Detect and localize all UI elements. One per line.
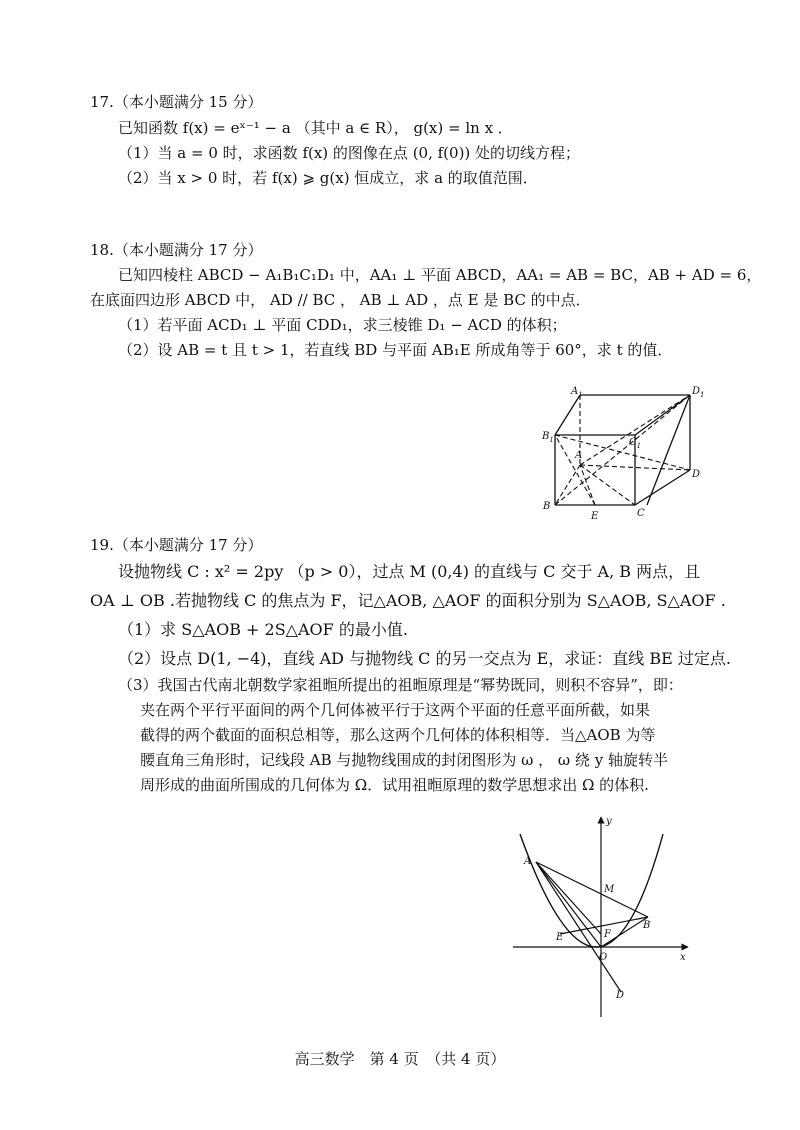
- axis-label-y: y: [606, 816, 612, 827]
- q19-part3-line5: 周形成的曲面所围成的几何体为 Ω．试用祖暅原理的数学思想求出 Ω 的体积.: [140, 776, 649, 794]
- label-A: A: [575, 450, 583, 461]
- q18-stem-line2: 在底面四边形 ABCD 中， AD // BC ， AB ⊥ AD ，点 E 是 BC 的中点．: [90, 291, 591, 309]
- label-B: B: [543, 501, 551, 512]
- q17-part2: （2）当 x > 0 时，若 f(x) ⩾ g(x) 恒成立，求 a 的取值范围．: [118, 169, 538, 187]
- q18-part2: （2）设 AB = t 且 t > 1，若直线 BD 与平面 AB₁E 所成角等于 60°，求 t 的值．: [118, 341, 673, 359]
- page-footer: 高三数学 第 4 页 （共 4 页）: [294, 1050, 506, 1068]
- q18-part1: （1）若平面 ACD₁ ⊥ 平面 CDD₁，求三棱锥 D₁ − ACD 的体积；: [118, 316, 567, 334]
- parabola-figure: [508, 812, 693, 1022]
- q19-part3-line3: 截得的两个截面的面积总相等，那么这两个几何体的体积相等．当△AOB 为等: [140, 726, 656, 744]
- q19-part2: （2）设点 D(1, −4)，直线 AD 与抛物线 C 的另一交点为 E，求证：直线 BE 过定点.: [118, 649, 731, 668]
- q19-stem-line1: 设抛物线 C : x² = 2py （p > 0），过点 M (0,4) 的直线与 C 交于 A, B 两点，且: [118, 562, 701, 581]
- point-label-A: A: [524, 856, 532, 867]
- point-label-D: D: [616, 990, 625, 1001]
- q19-part3-line4: 腰直角三角形时，记线段 AB 与抛物线围成的封闭图形为 ω ， ω 绕 y 轴旋转半: [140, 751, 668, 769]
- point-label-E: E: [556, 932, 564, 943]
- q18-stem-line1: 已知四棱柱 ABCD − A₁B₁C₁D₁ 中，AA₁ ⊥ 平面 ABCD，AA₁ = AB = BC，AB + AD = 6，: [118, 266, 762, 284]
- label-D: D: [692, 469, 701, 480]
- label-C: C: [637, 508, 645, 519]
- q18-header: 18.（本小题满分 17 分）: [90, 241, 263, 259]
- label-D1: $D_1$: [692, 386, 705, 399]
- label-E: E: [591, 511, 599, 522]
- q17-header: 17.（本小题满分 15 分）: [90, 93, 263, 111]
- q19-part1: （1）求 S△AOB + 2S△AOF 的最小值.: [118, 620, 408, 639]
- prism-figure: [535, 385, 715, 525]
- point-label-B: B: [643, 920, 651, 931]
- point-label-O: O: [599, 952, 608, 963]
- point-label-F: F: [604, 929, 611, 940]
- q17-part1: （1）当 a = 0 时，求函数 f(x) 的图像在点 (0, f(0)) 处的切线方程；: [118, 144, 581, 162]
- q17-stem: 已知函数 f(x) = eˣ⁻¹ − a （其中 a ∈ R）， g(x) = ln x ．: [118, 119, 513, 137]
- label-B1: $B_1$: [542, 431, 554, 444]
- axis-label-x: x: [680, 952, 686, 963]
- label-A1: $A_1$: [571, 386, 583, 399]
- q19-part3-line2: 夹在两个平行平面间的两个几何体被平行于这两个平面的任意平面所截，如果: [140, 701, 651, 719]
- q19-header: 19.（本小题满分 17 分）: [90, 536, 263, 554]
- q19-stem-line2: OA ⊥ OB .若抛物线 C 的焦点为 F，记△AOB, △AOF 的面积分别为 S△AOB, S△AOF .: [90, 591, 726, 610]
- label-C1: $C_1$: [629, 437, 642, 450]
- q19-part3-line1: （3）我国古代南北朝数学家祖暅所提出的祖暅原理是“幂势既同，则积不容异”，即：: [118, 676, 683, 694]
- point-label-M: M: [604, 884, 615, 895]
